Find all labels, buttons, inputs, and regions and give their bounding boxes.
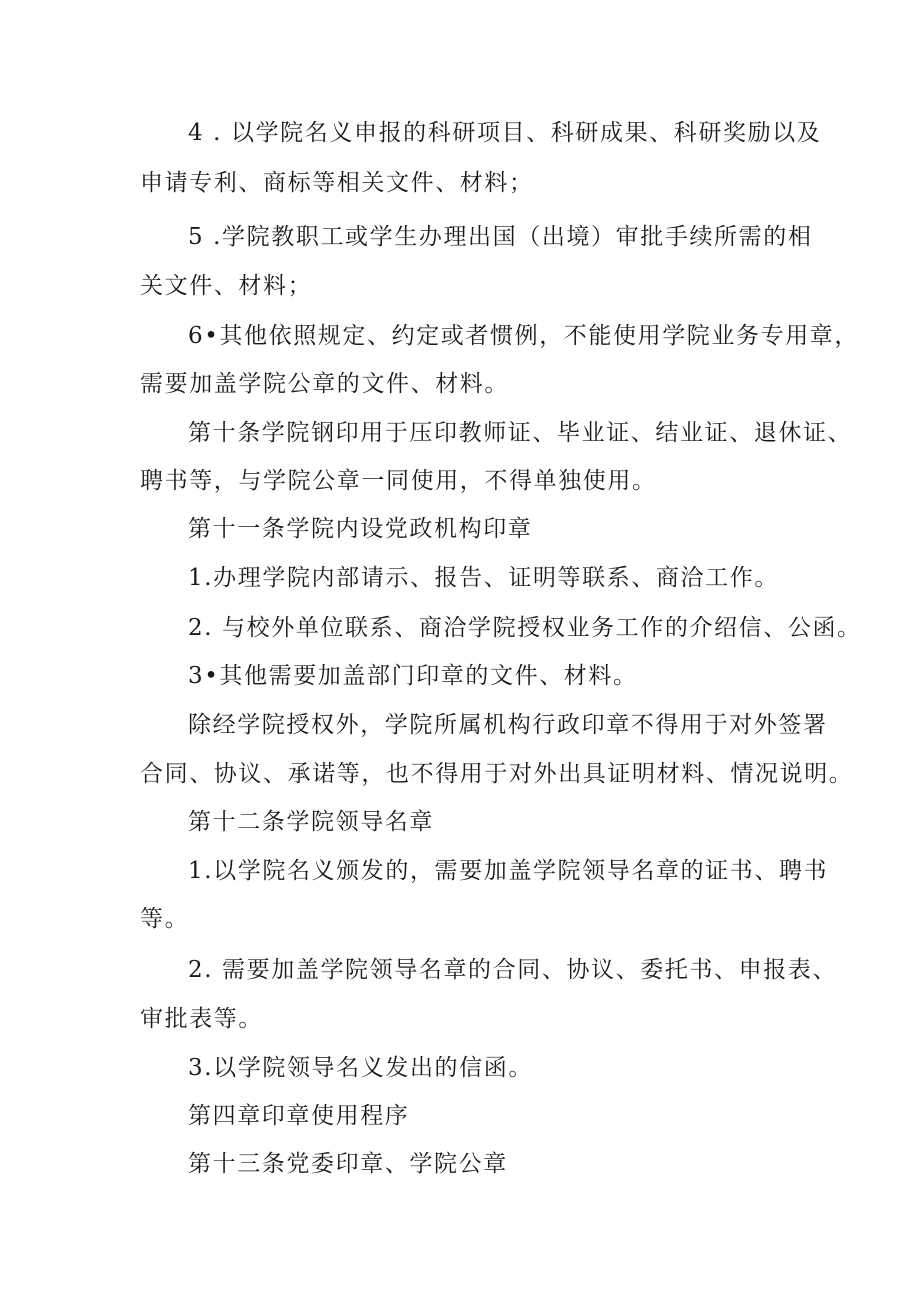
section-heading: 第十三条党委印章、学院公章 [188, 1151, 508, 1177]
text-line: 除经学院授权外，学院所属机构行政印章不得用于对外签署 [188, 712, 828, 738]
text-line: 聘书等，与学院公章一同使用，不得单独使用。 [140, 468, 657, 494]
text-line: 3.以学院领导名义发出的信函。 [188, 1055, 533, 1081]
text-line: 1.办理学院内部请示、报告、证明等联系、商洽工作。 [188, 565, 779, 591]
text-line: 需要加盖学院公章的文件、材料。 [140, 371, 509, 397]
text-line: 审批表等。 [140, 1006, 263, 1032]
section-heading: 第十一条学院内设党政机构印章 [188, 516, 533, 542]
text-line: 2. 需要加盖学院领导名章的合同、协议、委托书、申报表、 [188, 957, 838, 983]
chapter-heading: 第四章印章使用程序 [188, 1103, 410, 1129]
text-line: 关文件、材料； [140, 273, 313, 299]
text-line: 申请专利、商标等相关文件、材料； [140, 170, 534, 196]
text-line: 第十条学院钢印用于压印教师证、毕业证、结业证、退休证、 [188, 420, 853, 446]
text-line: 1.以学院名义颁发的，需要加盖学院领导名章的证书、聘书 [188, 858, 829, 884]
text-line: 6•其他依照规定、约定或者惯例，不能使用学院业务专用章， [188, 323, 859, 349]
text-line: 5 .学院教职工或学生办理出国（出境）审批手续所需的相 [188, 224, 813, 250]
text-line: 2. 与校外单位联系、商洽学院授权业务工作的介绍信、公函。 [188, 615, 862, 641]
section-heading: 第十二条学院领导名章 [188, 809, 434, 835]
text-line: 等。 [140, 906, 190, 932]
text-line: 合同、协议、承诺等，也不得用于对外出具证明材料、情况说明。 [140, 761, 854, 787]
text-line: 4 . 以学院名义申报的科研项目、科研成果、科研奖励以及 [188, 120, 822, 146]
text-line: 3•其他需要加盖部门印章的文件、材料。 [188, 663, 638, 689]
